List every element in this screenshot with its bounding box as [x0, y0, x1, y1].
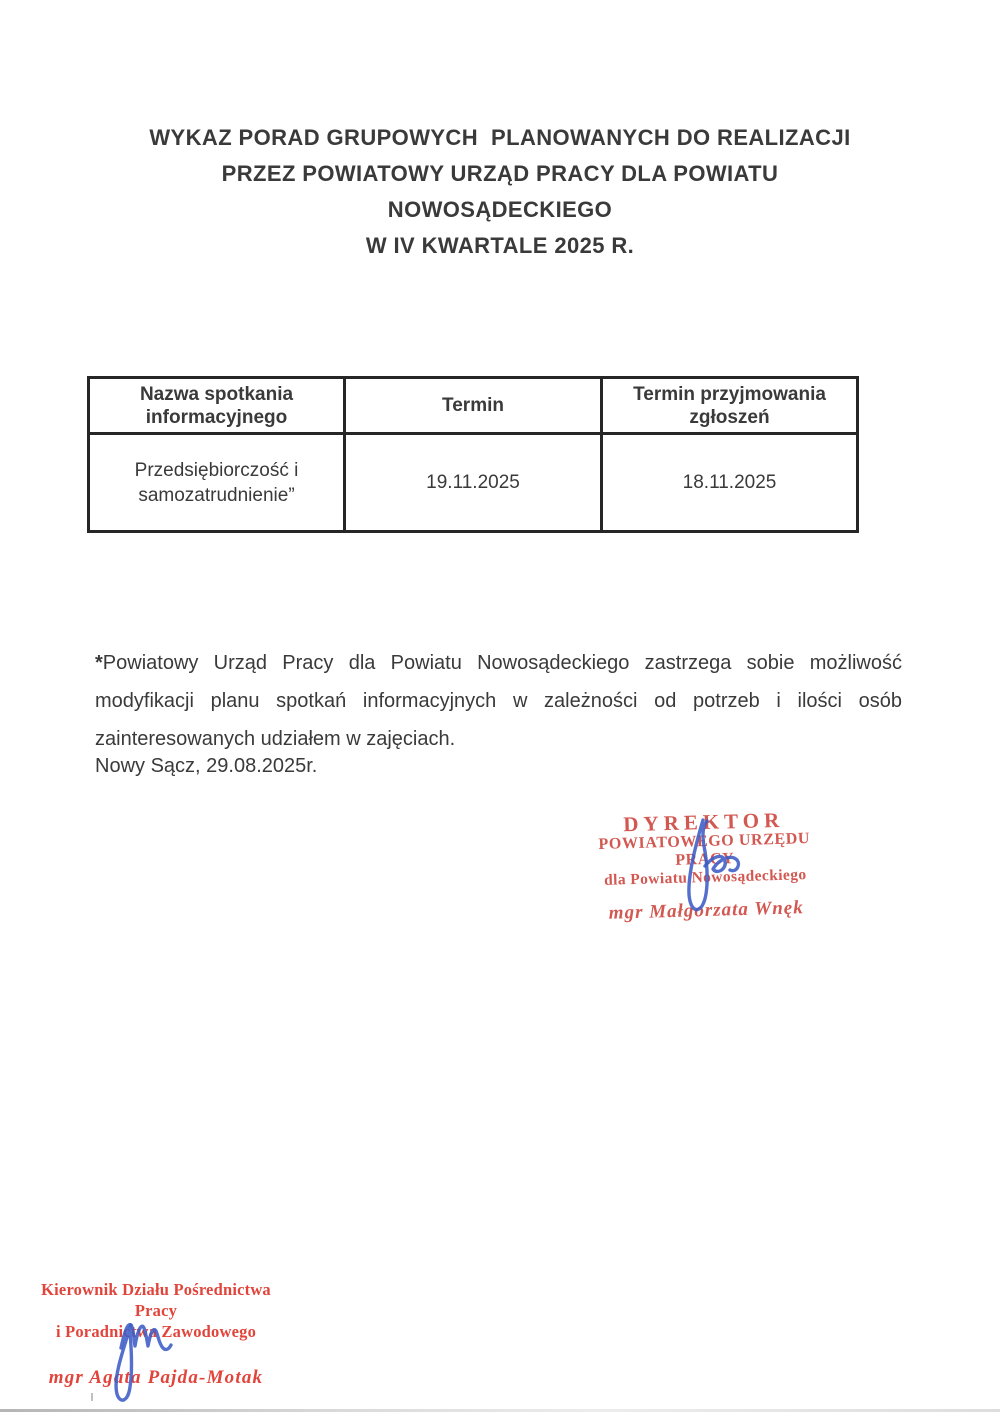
director-stamp-district: dla Powiatu Nowosądeckiego [603, 866, 807, 889]
head-of-department-stamp-title-2: i Poradnictwa Zawodowego [55, 1322, 257, 1341]
application-deadline-cell: 18.11.2025 [602, 434, 858, 532]
head-of-department-stamp [33, 1279, 279, 1389]
director-stamp-title: DYREKTOR [622, 807, 785, 837]
meeting-name-cell: Przedsiębiorczość i samozatrudnienie” [89, 434, 345, 532]
head-of-department-stamp-title: Kierownik Działu Pośrednictwa Pracy [41, 1280, 271, 1320]
place-and-date: Nowy Sącz, 29.08.2025r. [95, 755, 318, 777]
table-header-row [89, 378, 858, 434]
table-row [89, 434, 858, 532]
title-line-2: PRZEZ POWIATOWY URZĄD PRACY DLA POWIATU [221, 161, 779, 186]
column-header-application-deadline: Termin przyjmowania zgłoszeń [602, 378, 858, 434]
director-stamp [571, 807, 840, 925]
scan-artifact-tick [91, 1393, 93, 1401]
schedule-table [87, 376, 859, 533]
footnote-text: Powiatowy Urząd Pracy dla Powiatu Nowosądeckiego zastrzega sobie możliwość modyfikacji planu spotkań informacyjnych w zależności od potrzeb i ilości osób zainteresowanych udziałem w zajęciach. [95, 652, 902, 750]
director-stamp-office: POWIATOWEGO URZĘDU PRACY [598, 830, 811, 869]
title-line-3: NOWOSĄDECKIEGO [387, 197, 613, 222]
footnote [95, 644, 902, 758]
scan-artifact-bottom-line [0, 1409, 1000, 1412]
meeting-date-cell: 19.11.2025 [345, 434, 602, 532]
title-line-4: W IV KWARTALE 2025 R. [365, 233, 635, 258]
document-title [0, 120, 1000, 264]
footnote-asterisk: * [95, 652, 103, 674]
column-header-meeting-name: Nazwa spotkania informacyjnego [89, 378, 345, 434]
column-header-date: Termin [345, 378, 602, 434]
director-stamp-signee-name: mgr Małgorzata Wnęk [608, 897, 804, 924]
title-line-1: WYKAZ PORAD GRUPOWYCH PLANOWANYCH DO REALIZACJI [149, 125, 851, 150]
head-of-department-signee-name: mgr Agata Pajda-Motak [48, 1367, 264, 1388]
